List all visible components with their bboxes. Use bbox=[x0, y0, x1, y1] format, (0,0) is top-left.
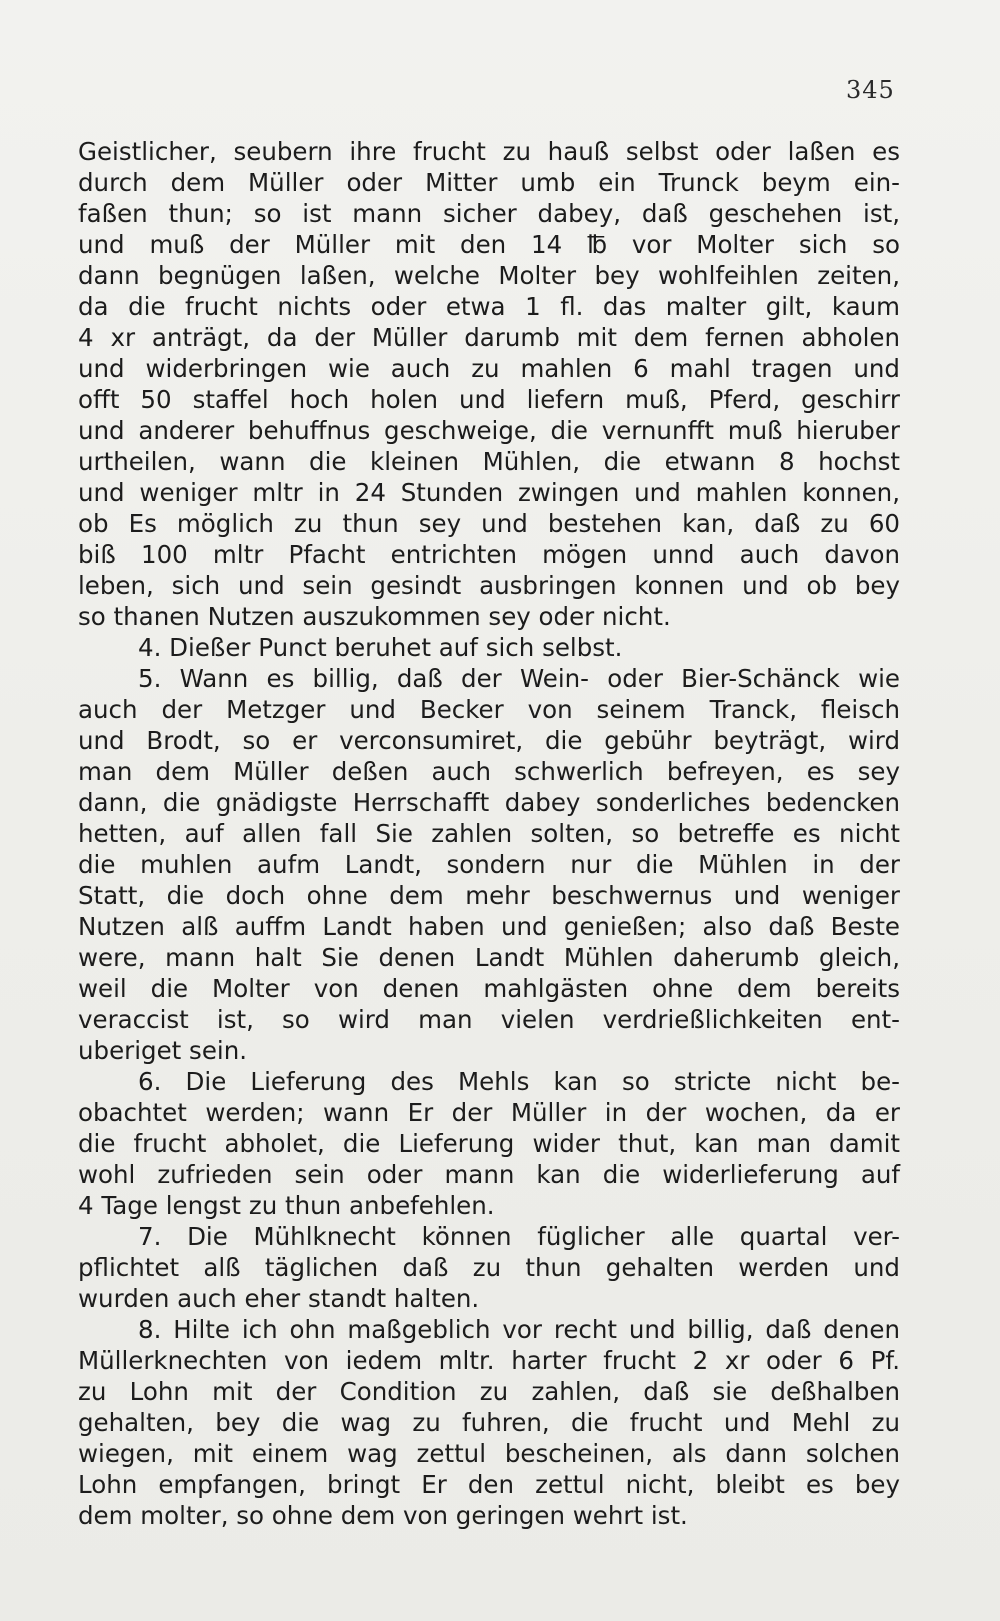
text-line: Statt, die doch ohne dem mehr beschwernus und weniger bbox=[78, 881, 900, 910]
text-line: so thanen Nutzen auszukommen sey oder nicht. bbox=[78, 602, 671, 631]
text-line: 4 xr anträgt, da der Müller darumb mit dem fernen abholen bbox=[78, 323, 900, 352]
text-line: die frucht abholet, die Lieferung wider thut, kan man damit bbox=[78, 1129, 900, 1158]
text-line: gehalten, bey die wag zu fuhren, die frucht und Mehl zu bbox=[78, 1408, 900, 1437]
text-line: veraccist ist, so wird man vielen verdrießlichkeiten ent- bbox=[78, 1005, 900, 1034]
text-line: da die frucht nichts oder etwa 1 fl. das malter gilt, kaum bbox=[78, 292, 900, 321]
text-line: die muhlen aufm Landt, sondern nur die Mühlen in der bbox=[78, 850, 900, 879]
text-line: wurden auch eher standt halten. bbox=[78, 1284, 480, 1313]
text-line: zu Lohn mit der Condition zu zahlen, daß sie deßhalben bbox=[78, 1377, 900, 1406]
text-line: und muß der Müller mit den 14 ℔ vor Molter sich so bbox=[78, 230, 900, 259]
text-line: auch der Metzger und Becker von seinem Tranck, fleisch bbox=[78, 695, 900, 724]
body-text bbox=[78, 136, 900, 1531]
page-number: 345 bbox=[846, 76, 895, 104]
text-line: Lohn empfangen, bringt Er den zettul nicht, bleibt es bey bbox=[78, 1470, 900, 1499]
text-line: Geistlicher, seubern ihre frucht zu hauß selbst oder laßen es bbox=[78, 137, 900, 166]
text-line: dem molter, so ohne dem von geringen wehrt ist. bbox=[78, 1501, 688, 1530]
text-line: 6. Die Lieferung des Mehls kan so stricte nicht be- bbox=[138, 1067, 900, 1096]
text-line: Müllerknechten von iedem mltr. harter frucht 2 xr oder 6 Pf. bbox=[78, 1346, 900, 1375]
text-line: dann, die gnädigste Herrschafft dabey sonderliches bedencken bbox=[78, 788, 900, 817]
text-line: und Brodt, so er verconsumiret, die gebühr beyträgt, wird bbox=[78, 726, 900, 755]
text-line: 4 Tage lengst zu thun anbefehlen. bbox=[78, 1191, 495, 1220]
text-line: pflichtet alß täglichen daß zu thun gehalten werden und bbox=[78, 1253, 900, 1282]
text-line: weil die Molter von denen mahlgästen ohne dem bereits bbox=[78, 974, 900, 1003]
text-line: were, mann halt Sie denen Landt Mühlen daherumb gleich, bbox=[78, 943, 900, 972]
text-line: faßen thun; so ist mann sicher dabey, daß geschehen ist, bbox=[78, 199, 900, 228]
text-line: wohl zufrieden sein oder mann kan die widerlieferung auf bbox=[78, 1160, 900, 1189]
text-line: uberiget sein. bbox=[78, 1036, 248, 1065]
text-line: hetten, auf allen fall Sie zahlen solten, so betreffe es nicht bbox=[78, 819, 900, 848]
text-line: ob Es möglich zu thun sey und bestehen kan, daß zu 60 bbox=[78, 509, 900, 538]
text-line: urtheilen, wann die kleinen Mühlen, die etwann 8 hochst bbox=[78, 447, 900, 476]
text-line: wiegen, mit einem wag zettul bescheinen, als dann solchen bbox=[78, 1439, 900, 1468]
text-line: 8. Hilte ich ohn maßgeblich vor recht und billig, daß denen bbox=[138, 1315, 900, 1344]
text-line: und widerbringen wie auch zu mahlen 6 mahl tragen und bbox=[78, 354, 900, 383]
text-line: und weniger mltr in 24 Stunden zwingen und mahlen konnen, bbox=[78, 478, 900, 507]
text-line: 7. Die Mühlknecht können füglicher alle quartal ver- bbox=[138, 1222, 900, 1251]
text-line: man dem Müller deßen auch schwerlich befreyen, es sey bbox=[78, 757, 900, 786]
text-line: offt 50 staffel hoch holen und liefern muß, Pferd, geschirr bbox=[78, 385, 900, 414]
text-line: und anderer behuffnus geschweige, die vernunfft muß hieruber bbox=[78, 416, 900, 445]
text-line: obachtet werden; wann Er der Müller in der wochen, da er bbox=[78, 1098, 900, 1127]
text-line: 5. Wann es billig, daß der Wein- oder Bier-Schänck wie bbox=[138, 664, 900, 693]
text-line: durch dem Müller oder Mitter umb ein Trunck beym ein- bbox=[78, 168, 900, 197]
text-line: dann begnügen laßen, welche Molter bey wohlfeihlen zeiten, bbox=[78, 261, 900, 290]
text-line: leben, sich und sein gesindt ausbringen konnen und ob bey bbox=[78, 571, 900, 600]
text-line: biß 100 mltr Pfacht entrichten mögen unnd auch davon bbox=[78, 540, 900, 569]
text-line: 4. Dießer Punct beruhet auf sich selbst. bbox=[138, 633, 623, 662]
text-line: Nutzen alß auffm Landt haben und genießen; also daß Beste bbox=[78, 912, 900, 941]
